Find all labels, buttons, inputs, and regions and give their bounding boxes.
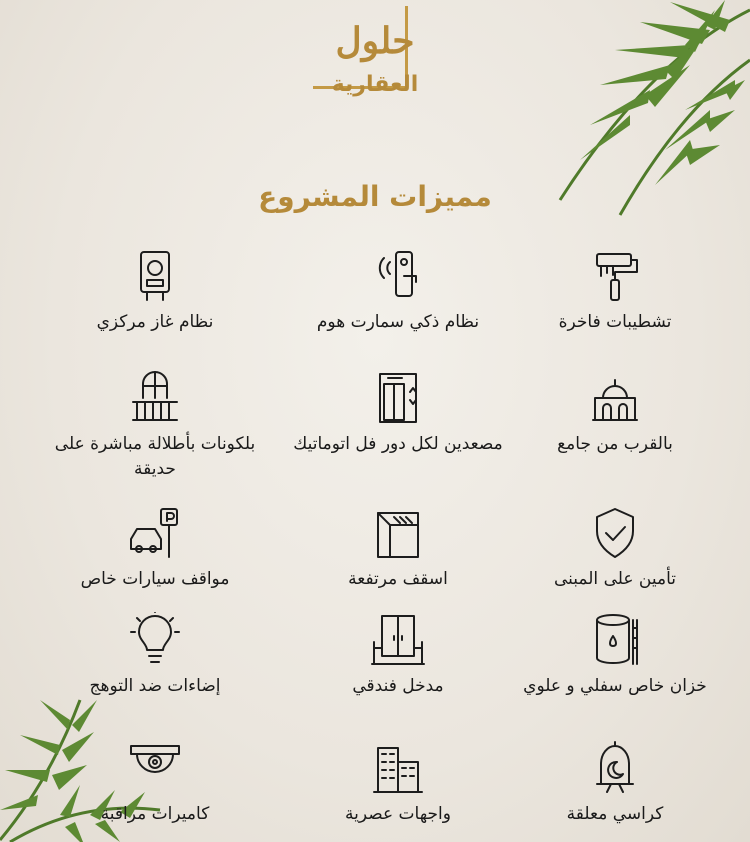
feature-label: مصعدين لكل دور فل اتوماتيك [293, 434, 503, 454]
feature-security-cameras [40, 740, 270, 827]
feature-label: مدخل فندقي [352, 676, 444, 696]
feature-label: إضاءات ضد التوهج [89, 676, 221, 696]
company-logo [305, 2, 445, 110]
hotel-entrance-icon [370, 612, 426, 668]
mosque-icon [587, 370, 643, 426]
feature-label: اسقف مرتفعة [348, 569, 448, 589]
feature-balconies [40, 370, 270, 482]
feature-label: بلكونات بأطلالة مباشرة على حديقة [54, 434, 256, 479]
modern-building-icon [370, 740, 426, 796]
parking-car-icon [127, 505, 183, 561]
feature-hotel-entrance [283, 612, 513, 699]
feature-label: خزان خاص سفلي و علوي [523, 676, 707, 696]
elevator-icon [370, 370, 426, 426]
feature-smart-home [283, 248, 513, 335]
feature-central-gas [40, 248, 270, 335]
feature-anti-glare-lighting [40, 612, 270, 699]
water-tank-icon [587, 612, 643, 668]
feature-luxury-finishing [500, 248, 730, 335]
high-ceiling-icon [370, 505, 426, 561]
smart-lock-icon [370, 248, 426, 304]
feature-near-mosque [500, 370, 730, 457]
balcony-icon [127, 370, 183, 426]
feature-label: كاميرات مراقبة [100, 804, 210, 824]
feature-building-insurance [500, 505, 730, 592]
feature-label: نظام غاز مركزي [96, 312, 214, 332]
feature-label: كراسي معلقة [566, 804, 664, 824]
feature-label: تشطيبات فاخرة [558, 312, 672, 332]
feature-hanging-chairs [500, 740, 730, 827]
feature-label: واجهات عصرية [345, 804, 451, 824]
feature-label: تأمين على المبنى [554, 569, 676, 589]
security-camera-icon [127, 740, 183, 796]
feature-modern-facades [283, 740, 513, 827]
logo-subtitle: العقارية [331, 72, 419, 97]
feature-label: مواقف سيارات خاص [80, 569, 230, 589]
logo-title: حلول [335, 20, 415, 62]
paint-roller-icon [587, 248, 643, 304]
feature-water-tanks [500, 612, 730, 699]
feature-private-parking [40, 505, 270, 592]
feature-label: نظام ذكي سمارت هوم [316, 312, 480, 332]
shield-check-icon [587, 505, 643, 561]
gas-heater-icon [127, 248, 183, 304]
feature-label: بالقرب من جامع [557, 434, 673, 454]
light-bulb-icon [127, 612, 183, 668]
feature-high-ceilings [283, 505, 513, 592]
hanging-chair-icon [587, 740, 643, 796]
page-heading: مميزات المشروع [258, 180, 492, 213]
feature-elevators [283, 370, 513, 457]
